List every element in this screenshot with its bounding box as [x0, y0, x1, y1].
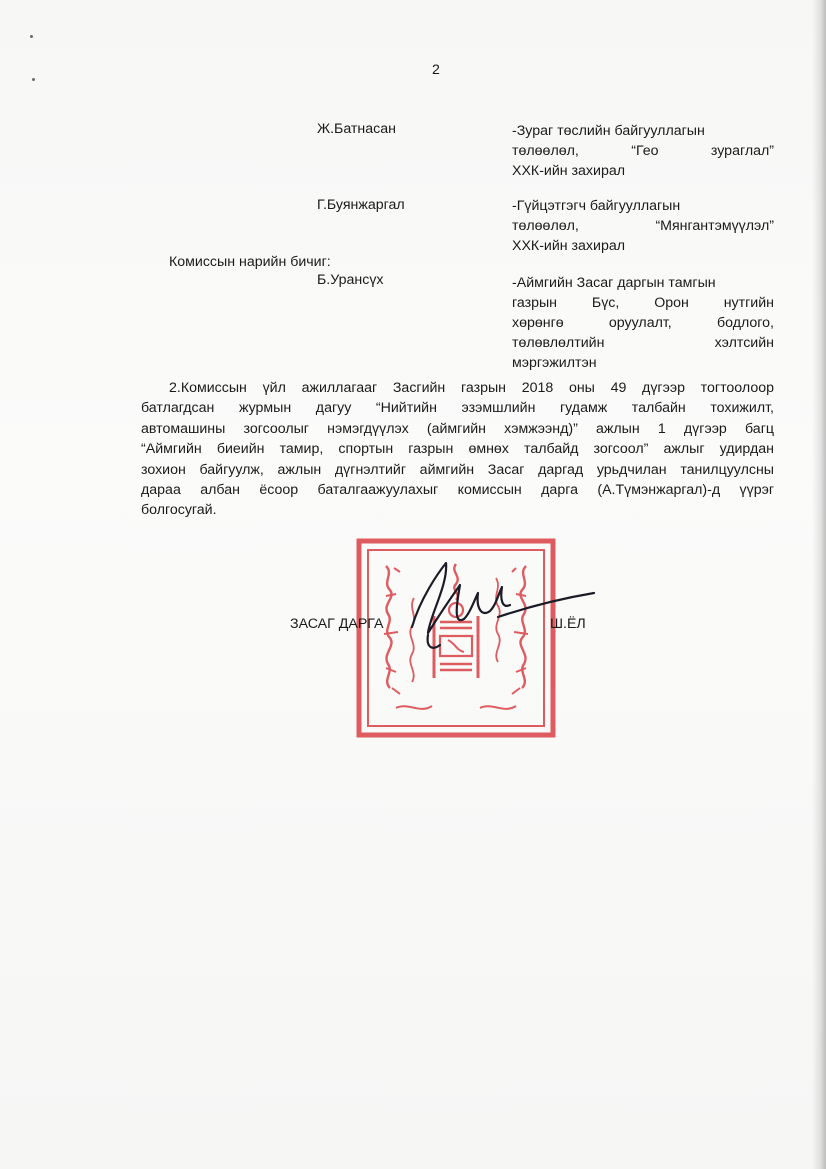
signatory-title: ЗАСАГ ДАРГА [290, 616, 384, 632]
bleed-through-mark [330, 0, 450, 20]
signatory-name: Ш.ЁЛ [550, 616, 586, 632]
paragraph-line: автомашины зогсоолыг нэмэгдүүлэх (аймгийн хэмжээнд)” ажлын 1 дүгээр багц [141, 420, 774, 437]
secretary-role-line: -Аймгийн Засаг даргын тамгын [512, 275, 716, 291]
paragraph-line: 2.Комиссын үйл ажиллагааг Засгийн газрын 2018 оны 49 дүгээр тогтоолоор [169, 380, 774, 396]
paragraph-line: батлагдсан журмын дагуу “Нийтийн эзэмшлийн гудамж талбайн тохижилт, [141, 400, 774, 417]
member-role-line: -Зураг төслийн байгууллагын [512, 123, 705, 139]
secretary-role-line: газрын Бүс, Орон нутгийн [512, 295, 774, 311]
member-role-line: ХХК-ийн захирал [512, 238, 626, 254]
member-role [512, 121, 774, 181]
member-role-line: -Гүйцэтгэгч байгууллагын [512, 198, 681, 214]
secretary-role [512, 273, 774, 373]
secretary-role-line: төлөвлөлтийн хэлтсийн [512, 335, 774, 351]
scan-speck [30, 35, 33, 38]
page-number: 2 [432, 62, 440, 78]
member-role-line: төлөөлөл, “Гео зураглал” [512, 143, 774, 159]
page-edge-shadow [812, 0, 826, 1169]
paragraph-line: болгосугай. [141, 502, 217, 519]
secretary-heading: Комиссын нарийн бичиг: [169, 254, 331, 270]
paragraph-line: дараа албан ёсоор баталгаажуулахыг комиссын дарга (А.Түмэнжаргал)-д үүрэг [141, 482, 774, 499]
paragraph-line: “Аймгийн биеийн тамир, спортын газрын өмнөх талбайд зогсоол” ажлыг удирдан [141, 441, 774, 458]
member-name: Ж.Батнасан [317, 121, 396, 137]
member-role [512, 196, 774, 256]
member-name: Г.Буянжаргал [317, 197, 405, 213]
secretary-role-line: мэргэжилтэн [512, 355, 597, 371]
secretary-name: Б.Урансүх [317, 272, 384, 288]
scan-speck [32, 78, 35, 81]
secretary-role-line: хөрөнгө оруулалт, бодлого, [512, 315, 774, 331]
resolution-paragraph [141, 378, 774, 521]
member-role-line: төлөөлөл, “Мянгантэмүүлэл” [512, 218, 774, 234]
member-role-line: ХХК-ийн захирал [512, 163, 626, 179]
paragraph-line: зохион байгуулж, ажлын дүгнэлтийг аймгийн Засаг даргад урьдчилан танилцуулсны [141, 461, 774, 478]
